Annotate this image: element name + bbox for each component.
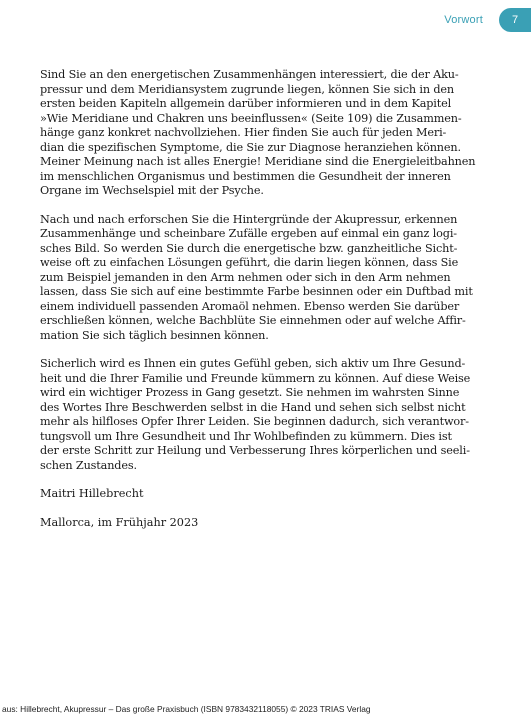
text-line: Sind Sie an den energetischen Zusammenhängen interessiert, die der Aku- — [40, 68, 459, 81]
text-line: schen Zustandes. — [40, 458, 137, 472]
source-footer: aus: Hillebrecht, Akupressur – Das große Praxisbuch (ISBN 9783432118055) © 2023 TRIAS Verlag — [2, 704, 371, 714]
section-title: Vorwort — [444, 14, 483, 26]
text-line: der erste Schritt zur Heilung und Verbesserung Ihres körperlichen und seeli- — [40, 444, 470, 457]
text-line: Nach und nach erforschen Sie die Hintergründe der Akupressur, erkennen — [40, 212, 458, 226]
text-line: ersten beiden Kapiteln allgemein darüber informieren und in dem Kapitel — [40, 97, 452, 110]
text-line: pressur und dem Meridiansystem zugrunde liegen, können Sie sich in den — [40, 82, 454, 96]
running-head — [444, 8, 531, 32]
text-line: zum Beispiel jemanden in den Arm nehmen oder sich in den Arm nehmen — [40, 270, 451, 284]
text-line: Zusammenhänge und scheinbare Zufälle ergeben auf einmal ein ganz logi- — [40, 227, 457, 240]
text-line: wird ein wichtiger Prozess in Gang gesetzt. Sie nehmen im wahrsten Sinne — [40, 386, 460, 399]
text-line: tungsvoll um Ihre Gesundheit und Ihr Wohlbefinden zu kümmern. Dies ist — [40, 429, 452, 443]
place-date: Mallorca, im Frühjahr 2023 — [40, 515, 199, 529]
text-line: sches Bild. So werden Sie durch die energetische bzw. ganzheitliche Sicht- — [40, 241, 458, 255]
author-signature: Maitri Hillebrecht — [40, 487, 144, 500]
text-line: Sicherlich wird es Ihnen ein gutes Gefühl geben, sich aktiv um Ihre Gesund- — [40, 357, 466, 370]
text-line: »Wie Meridiane und Chakren uns beeinflussen« (Seite 109) die Zusammen- — [40, 111, 462, 125]
text-line: mation Sie sich täglich besinnen können. — [40, 328, 269, 342]
text-line: erschließen können, welche Bachblüte Sie einnehmen oder auf welche Affir- — [40, 314, 466, 327]
page-number-tab: 7 — [499, 8, 531, 32]
text-line: des Wortes Ihre Beschwerden selbst in die Hand und sehen sich selbst nicht — [40, 400, 466, 414]
text-line: im menschlichen Organismus und bestimmen die Gesundheit der inneren — [40, 169, 451, 183]
text-line: einem individuell passenden Aromaöl nehmen. Ebenso werden Sie darüber — [40, 299, 460, 313]
paragraph-3 — [40, 357, 490, 473]
text-line: mehr als hilfloses Opfer Ihrer Leiden. Sie beginnen dadurch, sich verantwor- — [40, 415, 469, 428]
text-line: hänge ganz konkret nachvollziehen. Hier finden Sie auch für jeden Meri- — [40, 126, 447, 139]
paragraph-2 — [40, 213, 490, 344]
text-line: Organe im Wechselspiel mit der Psyche. — [40, 184, 264, 197]
text-line: Meiner Meinung nach ist alles Energie! Meridiane sind die Energieleitbahnen — [40, 155, 476, 168]
text-line: lassen, dass Sie sich auf eine bestimmte Farbe besinnen oder ein Duftbad mit — [40, 285, 473, 298]
text-line: heit und die Ihrer Familie und Freunde kümmern zu können. Auf diese Weise — [40, 371, 471, 385]
body-text — [40, 68, 490, 544]
text-line: weise oft zu einfachen Lösungen geführt, die darin liegen können, dass Sie — [40, 256, 459, 269]
text-line: dian die spezifischen Symptome, die Sie zur Diagnose heranziehen können. — [40, 140, 461, 154]
paragraph-1 — [40, 68, 490, 199]
